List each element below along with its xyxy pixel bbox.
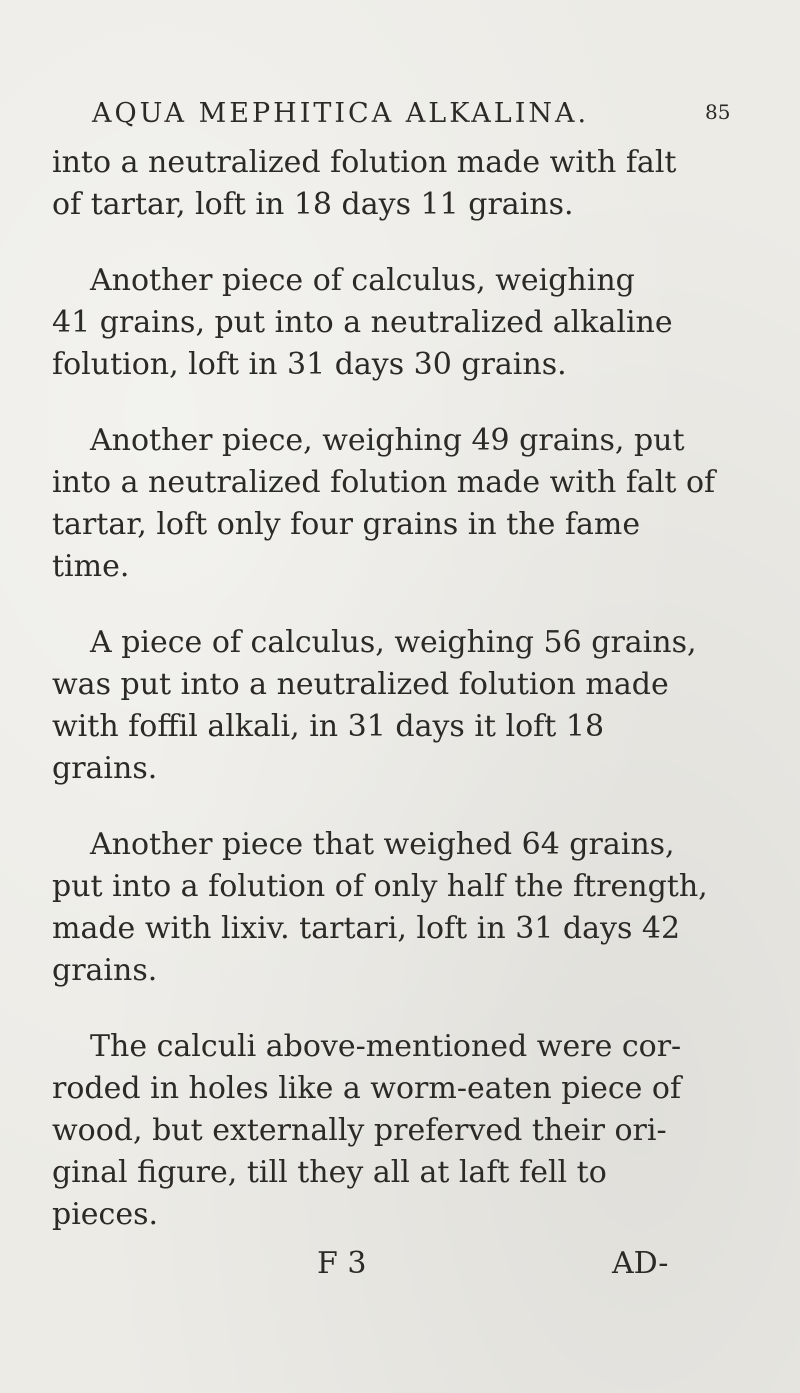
text-line: into a neutralized folution made with falt of bbox=[52, 465, 716, 500]
text-line: roded in holes like a worm-eaten piece of bbox=[52, 1071, 682, 1106]
text-line: The calculi above-mentioned were cor- bbox=[90, 1029, 682, 1064]
paragraph-4 bbox=[52, 622, 800, 790]
text-line: Another piece that weighed 64 grains, bbox=[90, 827, 675, 862]
text-line: ginal figure, till they all at laft fell to bbox=[52, 1155, 607, 1190]
paragraph-3 bbox=[52, 420, 800, 588]
page-footer bbox=[0, 1246, 800, 1290]
text-line: grains. bbox=[52, 751, 158, 786]
text-line: put into a folution of only half the ftrength, bbox=[52, 869, 708, 904]
text-line: Another piece of calculus, weighing bbox=[90, 263, 635, 298]
text-line: grains. bbox=[52, 953, 158, 988]
catchword: AD- bbox=[612, 1246, 669, 1281]
text-line: made with lixiv. tartari, loft in 31 days 42 bbox=[52, 911, 681, 946]
text-line: tartar, loft only four grains in the fame bbox=[52, 507, 641, 542]
paragraph-1 bbox=[52, 142, 800, 226]
running-header bbox=[92, 98, 792, 142]
text-line: into a neutralized folution made with falt bbox=[52, 145, 677, 180]
paragraph-2 bbox=[52, 260, 800, 386]
text-line: Another piece, weighing 49 grains, put bbox=[90, 423, 685, 458]
text-line: of tartar, loft in 18 days 11 grains. bbox=[52, 187, 574, 222]
paragraph-5 bbox=[52, 824, 800, 992]
body-text bbox=[52, 142, 800, 1270]
signature-mark: F 3 bbox=[317, 1246, 367, 1281]
text-line: A piece of calculus, weighing 56 grains, bbox=[90, 625, 697, 660]
text-line: pieces. bbox=[52, 1197, 159, 1232]
text-line: 41 grains, put into a neutralized alkaline bbox=[52, 305, 673, 340]
running-title: AQUA MEPHITICA ALKALINA. bbox=[92, 98, 590, 129]
text-line: with foffil alkali, in 31 days it loft 18 bbox=[52, 709, 605, 744]
text-line: folution, loft in 31 days 30 grains. bbox=[52, 347, 567, 382]
text-line: was put into a neutralized folution made bbox=[52, 667, 669, 702]
text-line: wood, but externally preferved their ori- bbox=[52, 1113, 667, 1148]
text-line: time. bbox=[52, 549, 130, 584]
page-number: 85 bbox=[705, 100, 731, 124]
paragraph-6 bbox=[52, 1026, 800, 1236]
